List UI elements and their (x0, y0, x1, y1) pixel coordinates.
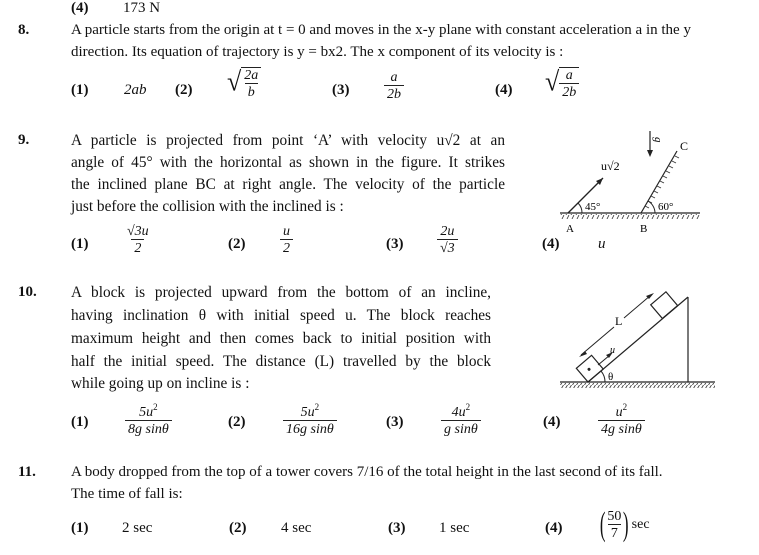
numerator (298, 400, 323, 420)
exponent: 2 (314, 402, 320, 412)
option-label: (2) (228, 414, 246, 430)
unit: sec (631, 517, 650, 532)
numerator: 2u (440, 224, 455, 239)
option-label: (3) (332, 82, 350, 98)
numerator-base: 5u (300, 405, 315, 420)
speed-label: u (610, 345, 615, 356)
option-label: (3) (386, 236, 404, 252)
point-b-label: B (640, 223, 648, 235)
sqrt-symbol: √ (545, 66, 560, 97)
question-text-line: angle of 45° with the horizontal as shown in the figure. It strikes (71, 154, 505, 171)
numerator: 2a (244, 68, 259, 83)
option-value (124, 224, 152, 256)
option-value (598, 400, 645, 437)
question-text-line: A block is projected upward from the bottom of an incline, (71, 284, 491, 301)
question-text-line: The time of fall is: (71, 486, 183, 502)
numerator-base: 5u (139, 405, 154, 420)
numerator (613, 400, 631, 420)
question-text-line: while going up on incline is : (71, 375, 250, 392)
angle-a-label: 45° (585, 201, 601, 213)
denominator: g sinθ (441, 420, 481, 437)
angle-b-label: 60° (658, 201, 674, 213)
option-value (280, 224, 293, 256)
angle-label: θ (608, 371, 614, 383)
block-bottom (576, 355, 603, 382)
option-label: (3) (386, 414, 404, 430)
option-value: u (598, 236, 606, 252)
option-value: 4 sec (281, 520, 312, 536)
fraction (604, 509, 624, 541)
option-label: (1) (71, 236, 89, 252)
option-label: (3) (388, 520, 406, 536)
option-label: (4) (495, 82, 513, 98)
gravity-arrow-head (647, 150, 653, 157)
option-value: 173 N (123, 0, 161, 16)
option-label: (2) (228, 236, 246, 252)
angle-arc-a (578, 203, 582, 213)
option-value (597, 506, 650, 544)
numerator: u (283, 224, 290, 239)
option-value (125, 400, 172, 437)
question-text-line: just before the collision with the inclined is : (71, 198, 344, 215)
exponent: 2 (153, 402, 158, 412)
ground-hatch (560, 214, 700, 219)
numerator: a (565, 68, 573, 83)
velocity-label: u√2 (601, 159, 620, 173)
denominator: 4g sinθ (598, 420, 645, 437)
projectile-incline-figure (560, 125, 750, 235)
arrow-head (579, 351, 587, 357)
exponent: 2 (622, 402, 628, 412)
option-value (384, 70, 404, 102)
question-text-line: A body dropped from the top of a tower covers 7/16 of the total height in the last second of its fall. (71, 464, 663, 480)
numerator (136, 400, 161, 420)
denominator: 2b (384, 85, 404, 102)
right-paren: ) (623, 506, 629, 543)
question-number: 11. (18, 464, 36, 480)
length-label: L (615, 314, 623, 328)
numerator-base: 4u (451, 405, 466, 420)
numerator-base: u (615, 405, 623, 420)
denominator: 2 (131, 239, 144, 256)
left-paren: ( (599, 506, 606, 543)
option-value (227, 67, 261, 100)
question-text-line: direction. Its equation of trajectory is y = bx2. The x component of its velocity is : (71, 44, 564, 60)
question-text-line: A particle is projected from point ‘A’ with velocity u√2 at an (71, 132, 505, 149)
question-text-line: A particle starts from the origin at t = 0 and moves in the x-y plane with constant acceleration a in the y (71, 22, 691, 38)
question-text-line: maximum height and then comes back to initial position with (71, 330, 491, 347)
option-label: (2) (229, 520, 247, 536)
option-label: (4) (545, 520, 563, 536)
numerator: a (390, 70, 398, 85)
block-incline-figure (560, 285, 725, 395)
option-label: (1) (71, 82, 89, 98)
denominator: √3 (437, 239, 458, 256)
option-value: 2ab (124, 82, 147, 98)
option-label: (4) (71, 0, 89, 16)
gravity-label: g (652, 137, 664, 143)
numerator: √3u (127, 224, 149, 239)
denominator: 16g sinθ (283, 420, 337, 437)
exponent: 2 (465, 402, 471, 412)
block-top (651, 292, 678, 319)
denominator: 7 (608, 524, 621, 541)
question-number: 9. (18, 132, 30, 148)
length-arrow-upper (624, 295, 651, 318)
denominator: b (245, 83, 258, 100)
option-value (441, 400, 481, 437)
point-c-label: C (680, 139, 689, 153)
option-value (283, 400, 337, 437)
point-a-label: A (566, 223, 574, 235)
option-label: (1) (71, 414, 89, 430)
question-text-line: having inclination θ with initial speed u. The block reaches (71, 307, 491, 324)
numerator: 50 (607, 509, 622, 524)
option-value: 2 sec (122, 520, 153, 536)
option-label: (2) (175, 82, 193, 98)
denominator: 8g sinθ (125, 420, 172, 437)
option-label: (4) (543, 414, 561, 430)
question-number: 8. (18, 22, 30, 38)
numerator (449, 400, 474, 420)
sqrt-symbol: √ (227, 66, 242, 97)
option-label: (4) (542, 236, 560, 252)
option-label: (1) (71, 520, 89, 536)
option-value: 1 sec (439, 520, 470, 536)
denominator: 2 (280, 239, 293, 256)
angle-arc (601, 371, 605, 382)
option-value (545, 67, 579, 100)
question-text-line: half the initial speed. The distance (L) travelled by the block (71, 353, 491, 370)
question-text-line: the inclined plane BC at right angle. The velocity of the particle (71, 176, 505, 193)
denominator: 2b (559, 83, 579, 100)
option-value (437, 224, 458, 256)
ground-hatch (560, 383, 715, 388)
question-number: 10. (18, 284, 37, 300)
